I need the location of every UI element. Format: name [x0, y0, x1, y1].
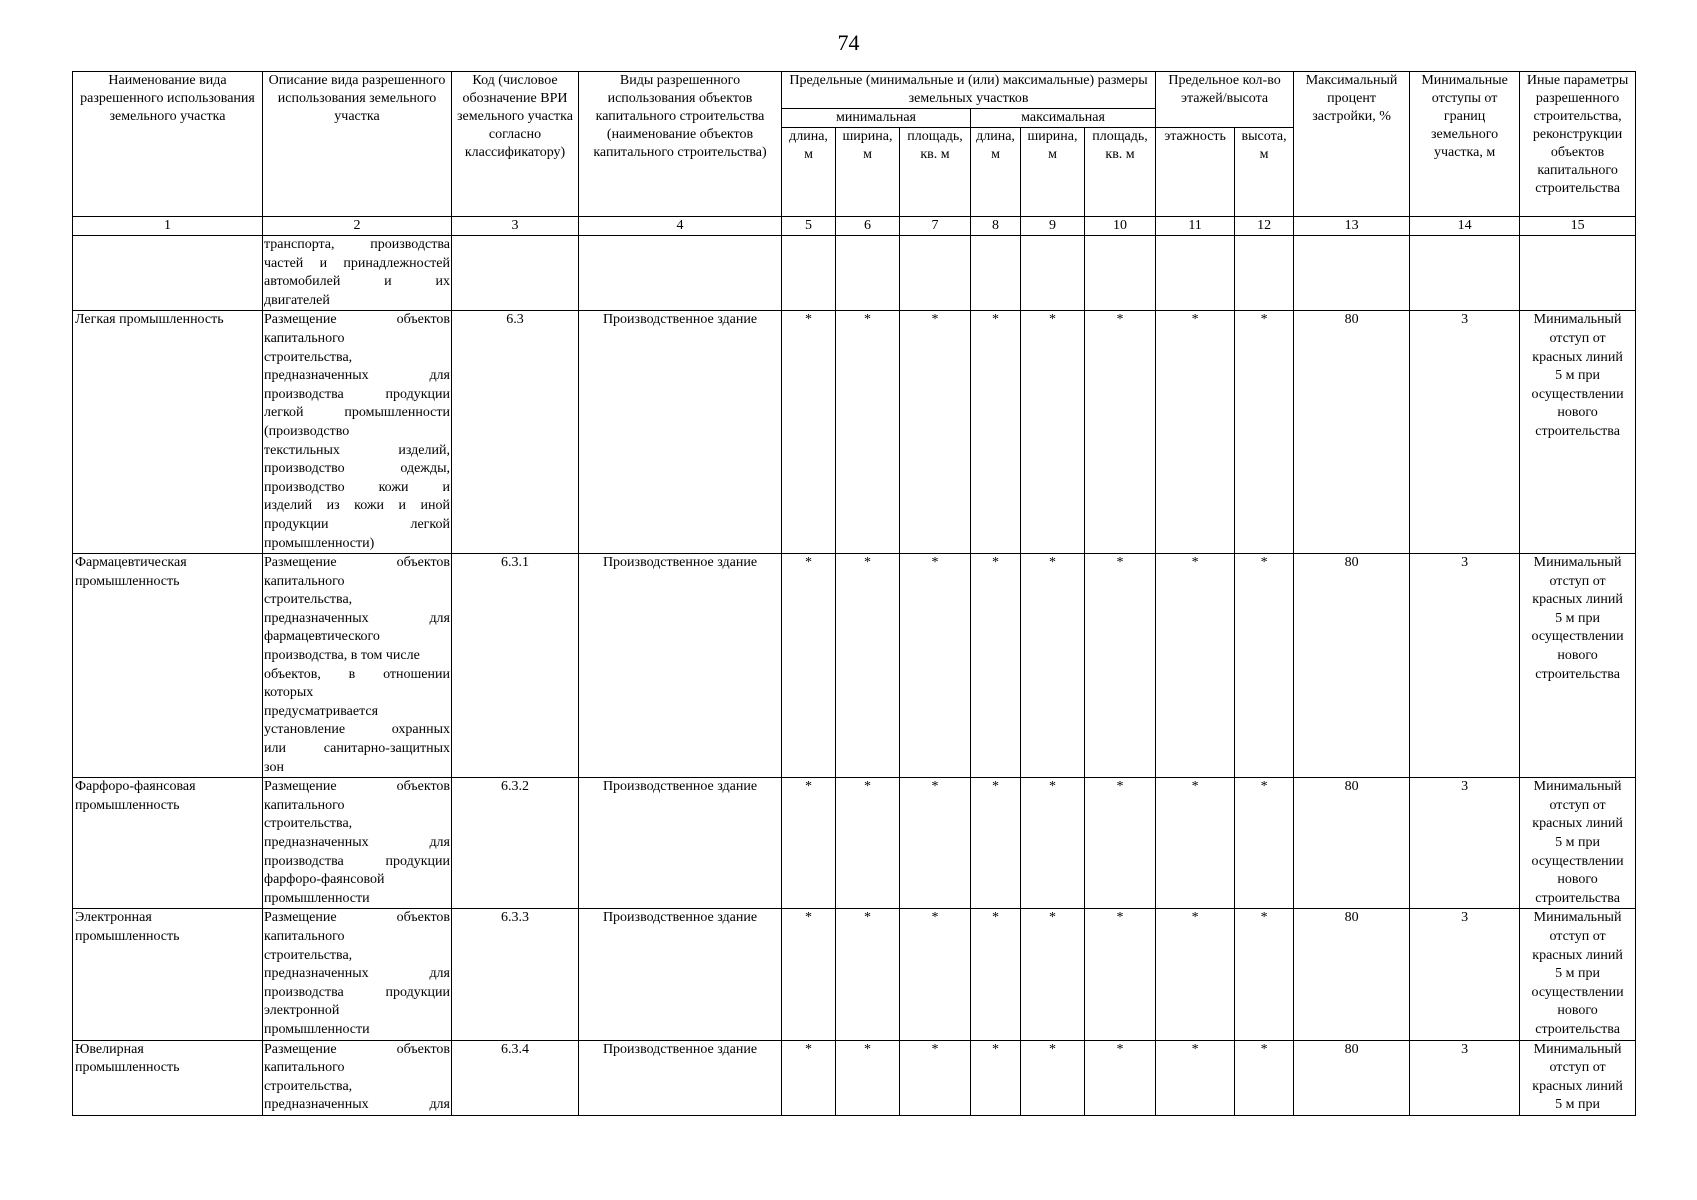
other-params-line: осуществлении — [1531, 853, 1624, 869]
size-limit-cell: * — [971, 311, 1021, 554]
use-description-line: Размещение объектов — [264, 312, 450, 328]
use-description-line: объектов, в отношении — [264, 666, 450, 682]
capital-object-cell: Производственное здание — [579, 778, 782, 909]
page-number: 74 — [837, 30, 860, 55]
header-group-floors: Предельное кол-во этажей/высота — [1156, 72, 1294, 128]
other-params-line: нового — [1557, 872, 1598, 888]
use-description-line: капитального — [264, 330, 345, 346]
table-body — [73, 236, 1636, 1116]
use-description-line: Размещение объектов — [264, 555, 450, 571]
other-params-line: Минимальный — [1533, 1041, 1622, 1057]
capital-object-cell: Производственное здание — [579, 554, 782, 778]
use-description-line: предназначенных для — [264, 368, 450, 384]
other-params-line: красных линий — [1532, 816, 1623, 832]
size-limit-cell: * — [1021, 311, 1085, 554]
size-limit-cell: * — [1021, 554, 1085, 778]
size-limit-cell: * — [1085, 554, 1156, 778]
use-description-line: текстильных изделий, — [264, 442, 450, 458]
use-description-line: строительства, — [264, 947, 353, 963]
other-params-line: красных линий — [1532, 592, 1623, 608]
min-setback-cell: 3 — [1410, 1040, 1520, 1115]
use-description-line: Размещение объектов — [264, 1041, 450, 1057]
use-description-line: двигателей — [264, 292, 330, 308]
table-row — [73, 909, 1636, 1040]
use-description-line: строительства, — [264, 349, 353, 365]
column-number: 13 — [1294, 217, 1410, 236]
size-limit-cell: * — [782, 1040, 836, 1115]
other-params-line: 5 м при — [1555, 835, 1600, 850]
other-params-cell — [1520, 909, 1636, 1040]
header-col14: Минимальные отступы от границ земельного участка, м — [1410, 72, 1520, 217]
use-description-cell — [263, 554, 452, 778]
other-params-line: 5 м при — [1555, 368, 1600, 384]
header-col3: Код (числовое обозначение ВРИ земельного участка согласно классификатору) — [452, 72, 579, 217]
header-col4: Виды разрешенного использования объектов капитального строительства (наименование объектов капитального строительства) — [579, 72, 782, 217]
use-description-line: транспорта, производства — [264, 237, 450, 252]
use-code-cell: 6.3 — [452, 311, 579, 554]
size-limit-cell: * — [1235, 311, 1294, 554]
other-params-line: осуществлении — [1531, 629, 1624, 645]
use-description-line: автомобилей и их — [264, 274, 450, 290]
header-min-area: площадь, кв. м — [900, 128, 971, 217]
header-group-sizes: Предельные (минимальные и (или) максимальные) размеры земельных участков — [782, 72, 1156, 109]
size-limit-cell: * — [1156, 554, 1235, 778]
size-limit-cell: * — [1156, 1040, 1235, 1115]
header-max-width: ширина, м — [1021, 128, 1085, 217]
other-params-line: Минимальный — [1533, 312, 1622, 328]
use-description-line: производство кожи и — [264, 479, 450, 495]
other-params-line: осуществлении — [1531, 386, 1624, 402]
max-build-percent-cell: 80 — [1294, 909, 1410, 1040]
other-params-line: отступ от — [1549, 573, 1606, 589]
use-code-cell: 6.3.1 — [452, 554, 579, 778]
use-description-line: строительства, — [264, 1078, 353, 1094]
use-description-line: строительства, — [264, 816, 353, 832]
capital-object-cell: Производственное здание — [579, 909, 782, 1040]
other-params-line: строительства — [1535, 890, 1620, 906]
header-height: высота, м — [1235, 128, 1294, 217]
use-name-line: Фармацевтическая — [75, 555, 187, 571]
size-limit-cell: * — [836, 1040, 900, 1115]
min-setback-cell: 3 — [1410, 311, 1520, 554]
other-params-line: отступ от — [1549, 1060, 1606, 1076]
size-limit-cell — [1021, 236, 1085, 311]
use-description-line: продукции легкой — [264, 516, 450, 532]
size-limit-cell: * — [1156, 909, 1235, 1040]
header-min-length: длина, м — [782, 128, 836, 217]
use-description-line: Размещение объектов — [264, 779, 450, 795]
size-limit-cell: * — [1021, 909, 1085, 1040]
use-description-line: предусматривается — [264, 703, 379, 719]
column-number: 15 — [1520, 217, 1636, 236]
size-limit-cell: * — [836, 554, 900, 778]
size-limit-cell — [1235, 236, 1294, 311]
min-setback-cell — [1410, 236, 1520, 311]
column-number: 1 — [73, 217, 263, 236]
max-build-percent-cell: 80 — [1294, 1040, 1410, 1115]
use-description-cell — [263, 909, 452, 1040]
use-name-line: Ювелирная — [75, 1041, 144, 1057]
size-limit-cell: * — [782, 311, 836, 554]
use-name-line: Легкая промышленность — [75, 312, 224, 328]
table-row — [73, 778, 1636, 909]
other-params-line: Минимальный — [1533, 779, 1622, 795]
size-limit-cell: * — [971, 778, 1021, 909]
size-limit-cell: * — [900, 311, 971, 554]
table-header — [73, 72, 1636, 236]
use-description-line: производства продукции — [264, 853, 450, 869]
other-params-line: осуществлении — [1531, 984, 1624, 1000]
use-code-cell: 6.3.3 — [452, 909, 579, 1040]
use-description-line: (производство — [264, 423, 350, 439]
header-col2: Описание вида разрешенного использования земельного участка — [263, 72, 452, 217]
table-row — [73, 311, 1636, 554]
column-number: 3 — [452, 217, 579, 236]
other-params-line: красных линий — [1532, 947, 1623, 963]
header-max-length: длина, м — [971, 128, 1021, 217]
size-limit-cell: * — [836, 778, 900, 909]
size-limit-cell: * — [782, 778, 836, 909]
use-description-line: зон — [264, 759, 284, 775]
column-number: 14 — [1410, 217, 1520, 236]
size-limit-cell — [836, 236, 900, 311]
use-description-line: предназначенных для — [264, 610, 450, 626]
use-description-line: производства продукции — [264, 984, 450, 1000]
use-description-line: капитального — [264, 573, 345, 589]
table-row — [73, 236, 1636, 311]
size-limit-cell: * — [1085, 778, 1156, 909]
use-name-line: промышленность — [75, 928, 180, 944]
size-limit-cell: * — [1085, 1040, 1156, 1115]
size-limit-cell: * — [1235, 778, 1294, 909]
use-description-line: капитального — [264, 797, 345, 813]
header-col13: Максимальный процент застройки, % — [1294, 72, 1410, 217]
size-limit-cell — [1156, 236, 1235, 311]
table-row — [73, 1040, 1636, 1115]
use-description-cell — [263, 236, 452, 311]
use-description-line: производства, в том числе — [264, 648, 420, 664]
use-description-line: капитального — [264, 1060, 345, 1076]
column-number: 9 — [1021, 217, 1085, 236]
other-params-line: Минимальный — [1533, 555, 1622, 571]
other-params-line: 5 м при — [1555, 610, 1600, 626]
size-limit-cell: * — [1235, 1040, 1294, 1115]
use-description-line: промышленности — [264, 1021, 370, 1037]
header-max-area: площадь, кв. м — [1085, 128, 1156, 217]
land-use-table — [72, 71, 1636, 1116]
other-params-line: красных линий — [1532, 349, 1623, 365]
use-name-cell — [73, 554, 263, 778]
use-name-cell — [73, 778, 263, 909]
size-limit-cell: * — [1235, 554, 1294, 778]
use-name-line: промышленность — [75, 797, 180, 813]
use-description-line: предназначенных для — [264, 1097, 450, 1113]
column-number: 7 — [900, 217, 971, 236]
capital-object-cell: Производственное здание — [579, 311, 782, 554]
other-params-cell — [1520, 236, 1636, 311]
use-description-line: изделий из кожи и иной — [264, 498, 450, 514]
use-description-line: установление охранных — [264, 722, 450, 738]
other-params-line: отступ от — [1549, 797, 1606, 813]
size-limit-cell: * — [971, 554, 1021, 778]
size-limit-cell: * — [836, 311, 900, 554]
use-description-line: строительства, — [264, 592, 353, 608]
other-params-line: отступ от — [1549, 330, 1606, 346]
other-params-line: 5 м при — [1555, 966, 1600, 982]
size-limit-cell: * — [971, 1040, 1021, 1115]
use-description-line: фармацевтического — [264, 629, 380, 645]
size-limit-cell: * — [1235, 909, 1294, 1040]
use-name-cell — [73, 236, 263, 311]
use-description-line: производство одежды, — [264, 461, 450, 477]
column-number: 8 — [971, 217, 1021, 236]
size-limit-cell: * — [900, 1040, 971, 1115]
use-name-line: Электронная — [75, 910, 152, 926]
size-limit-cell: * — [971, 909, 1021, 1040]
column-number: 11 — [1156, 217, 1235, 236]
use-description-line: фарфоро-фаянсовой — [264, 872, 385, 888]
use-description-line: предназначенных для — [264, 835, 450, 850]
use-code-cell: 6.3.4 — [452, 1040, 579, 1115]
use-name-line: Фарфоро-фаянсовая — [75, 779, 196, 795]
capital-object-cell — [579, 236, 782, 311]
use-name-cell — [73, 909, 263, 1040]
use-description-line: предназначенных для — [264, 966, 450, 982]
other-params-line: строительства — [1535, 666, 1620, 682]
use-description-cell — [263, 311, 452, 554]
other-params-line: Минимальный — [1533, 910, 1622, 926]
use-description-line: электронной — [264, 1003, 340, 1019]
min-setback-cell: 3 — [1410, 554, 1520, 778]
size-limit-cell: * — [900, 909, 971, 1040]
other-params-line: красных линий — [1532, 1078, 1623, 1094]
use-description-line: Размещение объектов — [264, 910, 450, 926]
column-number: 12 — [1235, 217, 1294, 236]
min-setback-cell: 3 — [1410, 909, 1520, 1040]
other-params-line: нового — [1557, 405, 1598, 421]
use-code-cell: 6.3.2 — [452, 778, 579, 909]
other-params-line: строительства — [1535, 1021, 1620, 1037]
header-min-width: ширина, м — [836, 128, 900, 217]
size-limit-cell: * — [1085, 311, 1156, 554]
use-description-line: производства продукции — [264, 386, 450, 402]
size-limit-cell — [900, 236, 971, 311]
use-name-line: промышленность — [75, 1060, 180, 1076]
size-limit-cell — [782, 236, 836, 311]
column-number: 6 — [836, 217, 900, 236]
other-params-line: нового — [1557, 648, 1598, 664]
use-description-line: частей и принадлежностей — [264, 255, 450, 271]
other-params-cell — [1520, 1040, 1636, 1115]
use-description-line: капитального — [264, 928, 345, 944]
size-limit-cell: * — [1085, 909, 1156, 1040]
use-code-cell — [452, 236, 579, 311]
size-limit-cell: * — [782, 909, 836, 1040]
max-build-percent-cell: 80 — [1294, 554, 1410, 778]
column-number-row — [73, 217, 1636, 236]
use-description-line: или санитарно-защитных — [264, 741, 450, 757]
use-description-line: промышленности) — [264, 535, 375, 551]
use-description-line: промышленности — [264, 890, 370, 906]
size-limit-cell: * — [1021, 1040, 1085, 1115]
column-number: 10 — [1085, 217, 1156, 236]
other-params-line: отступ от — [1549, 928, 1606, 944]
header-sub-min: минимальная — [782, 109, 971, 128]
size-limit-cell — [1085, 236, 1156, 311]
use-name-cell — [73, 311, 263, 554]
column-number: 5 — [782, 217, 836, 236]
column-number: 2 — [263, 217, 452, 236]
header-floors: этажность — [1156, 128, 1235, 217]
max-build-percent-cell — [1294, 236, 1410, 311]
size-limit-cell: * — [1156, 311, 1235, 554]
header-col15: Иные параметры разрешенного строительства, реконструкции объектов капитального строительства — [1520, 72, 1636, 217]
use-description-line: которых — [264, 685, 314, 701]
max-build-percent-cell: 80 — [1294, 311, 1410, 554]
other-params-cell — [1520, 554, 1636, 778]
min-setback-cell: 3 — [1410, 778, 1520, 909]
size-limit-cell: * — [900, 778, 971, 909]
header-col1: Наименование вида разрешенного использования земельного участка — [73, 72, 263, 217]
size-limit-cell: * — [1156, 778, 1235, 909]
size-limit-cell: * — [836, 909, 900, 1040]
column-number: 4 — [579, 217, 782, 236]
other-params-line: строительства — [1535, 423, 1620, 439]
use-description-line: легкой промышленности — [264, 405, 450, 421]
size-limit-cell: * — [1021, 778, 1085, 909]
other-params-cell — [1520, 778, 1636, 909]
other-params-line: 5 м при — [1555, 1097, 1600, 1113]
table-row — [73, 554, 1636, 778]
use-description-cell — [263, 778, 452, 909]
header-sub-max: максимальная — [971, 109, 1156, 128]
other-params-line: нового — [1557, 1003, 1598, 1019]
max-build-percent-cell: 80 — [1294, 778, 1410, 909]
capital-object-cell: Производственное здание — [579, 1040, 782, 1115]
use-name-cell — [73, 1040, 263, 1115]
use-description-cell — [263, 1040, 452, 1115]
other-params-cell — [1520, 311, 1636, 554]
size-limit-cell: * — [900, 554, 971, 778]
use-name-line: промышленность — [75, 573, 180, 589]
size-limit-cell: * — [782, 554, 836, 778]
size-limit-cell — [971, 236, 1021, 311]
